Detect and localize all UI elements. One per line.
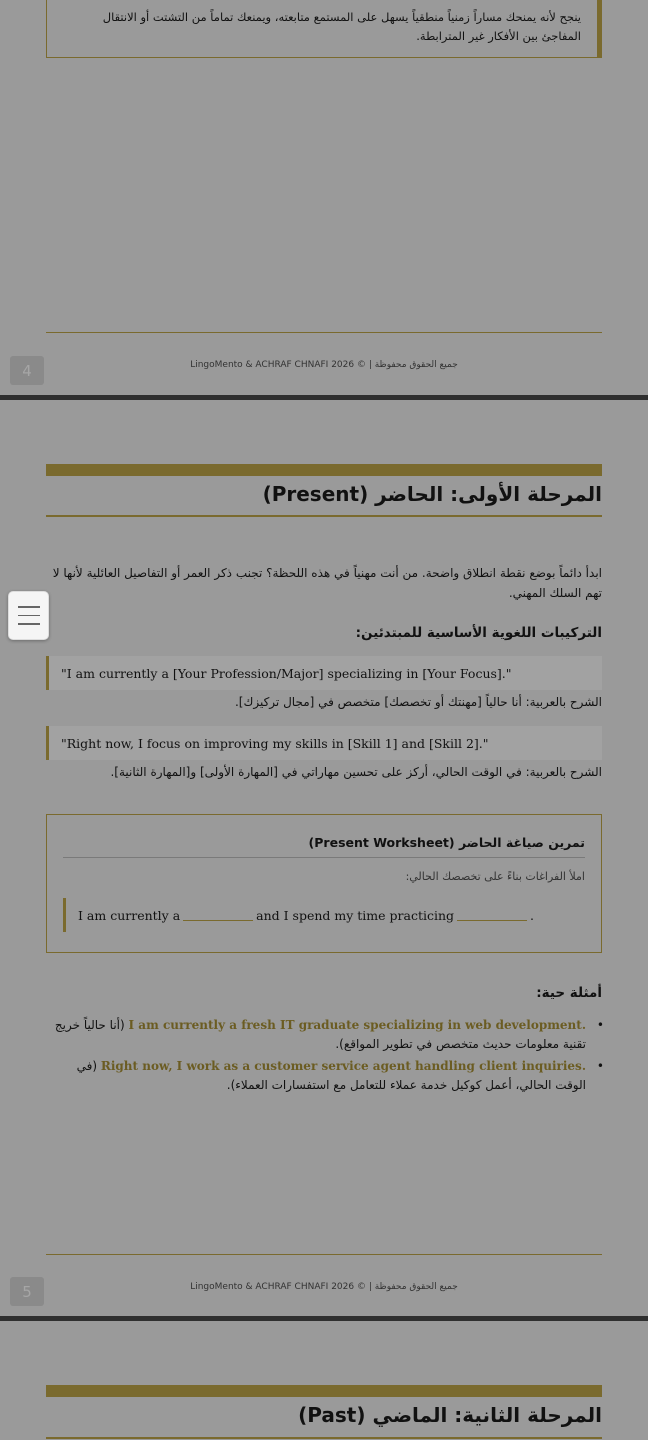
title-underline	[46, 515, 602, 517]
example-en-1: I am currently a fresh IT graduate specializing in web development.	[128, 1018, 586, 1032]
footer-divider	[46, 332, 602, 333]
menu-line	[18, 623, 40, 625]
section-title: المرحلة الثانية: الماضي (Past)	[298, 1403, 602, 1427]
example-en-2: Right now, I work as a customer service agent handling client inquiries.	[100, 1059, 586, 1073]
page-4	[0, 0, 648, 395]
structure-explanation-1: الشرح بالعربية: أنا حالياً [مهنتك أو تخصصك] متخصص في [مجال تركيزك].	[234, 695, 602, 709]
footer-copyright: جميع الحقوق محفوظة | © 2026 LingoMento & ACHRAF CHNAFI	[190, 360, 458, 370]
intro-paragraph: ابدأ دائماً بوضع نقطة انطلاق واضحة. من أنت مهنياً في هذه اللحظة؟ تجنب ذكر العمر أو التفاصيل العائلية لأنها لا تهم السلك المهني.	[52, 566, 602, 600]
worksheet-text-end: .	[530, 907, 535, 923]
structures-heading: التركيبات اللغوية الأساسية للمبتدئين:	[355, 625, 602, 641]
worksheet-box	[46, 814, 602, 953]
example-ar-2: (في الوقت الحالي، أعمل كوكيل خدمة عملاء للتعامل مع استفسارات العملاء).	[76, 1059, 586, 1092]
blank-skill[interactable]	[457, 909, 527, 921]
blank-profession[interactable]	[183, 909, 253, 921]
structure-quote-1: "I am currently a [Your Profession/Major] specializing in [Your Focus]."	[46, 656, 602, 690]
worksheet-divider	[63, 857, 585, 858]
page-6	[0, 1321, 648, 1440]
worksheet-text-1: I am currently a	[78, 907, 181, 923]
footer-divider	[46, 1254, 602, 1255]
worksheet-instruction: املأ الفراغات بناءً على تخصصك الحالي:	[405, 870, 585, 883]
title-accent-bar	[46, 464, 602, 476]
bullet-icon: •	[596, 1018, 604, 1032]
example-item-1	[46, 1016, 604, 1054]
page-number-badge: 5	[10, 1277, 44, 1306]
examples-heading: أمثلة حية:	[536, 985, 602, 1001]
hamburger-menu-icon[interactable]	[8, 591, 49, 640]
example-item-2	[46, 1057, 604, 1095]
callout-box	[46, 0, 602, 58]
worksheet-sentence	[63, 898, 587, 932]
menu-line	[18, 606, 40, 608]
worksheet-title: تمرين صياغة الحاضر (Present Worksheet)	[308, 835, 585, 850]
page-5	[0, 400, 648, 1316]
menu-line	[18, 615, 40, 617]
structure-quote-2: "Right now, I focus on improving my skills in [Skill 1] and [Skill 2]."	[46, 726, 602, 760]
example-ar-1: (أنا حالياً خريج تقنية معلومات حديث متخصص في تطوير المواقع).	[54, 1018, 586, 1051]
worksheet-text-2: and I spend my time practicing	[256, 907, 455, 923]
title-underline	[46, 1437, 602, 1439]
bullet-icon: •	[596, 1059, 604, 1073]
callout-text: ينجح لأنه يمنحك مساراً زمنياً منطقياً يسهل على المستمع متابعته، ويمنعك تماماً من التشتت أو الانتقال المفاجئ بين الأفكار غير المترابطة.	[102, 10, 581, 43]
title-accent-bar	[46, 1385, 602, 1397]
footer-copyright: جميع الحقوق محفوظة | © 2026 LingoMento & ACHRAF CHNAFI	[190, 1282, 458, 1292]
section-title: المرحلة الأولى: الحاضر (Present)	[262, 482, 602, 506]
structure-explanation-2: الشرح بالعربية: في الوقت الحالي، أركز على تحسين مهاراتي في [المهارة الأولى] و[المهارة الثانية].	[110, 765, 602, 779]
page-number-badge: 4	[10, 356, 44, 385]
